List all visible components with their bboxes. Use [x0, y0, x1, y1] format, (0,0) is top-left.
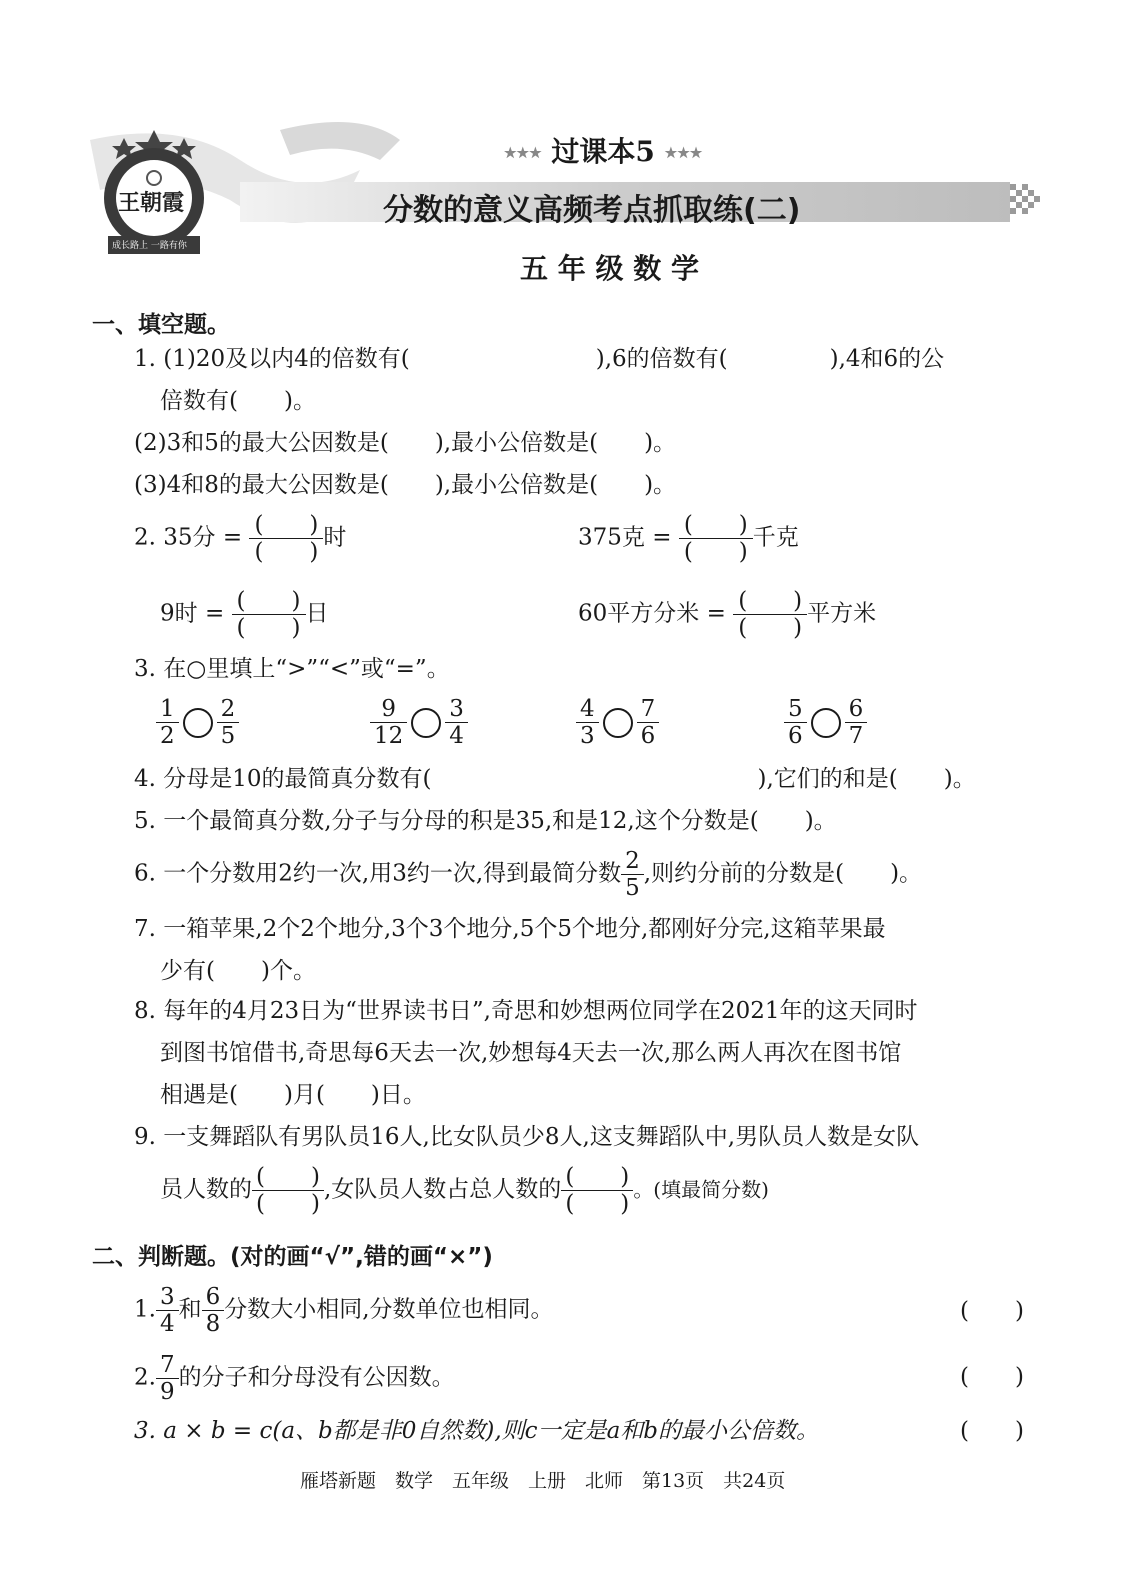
q3-frac-right: $\frac{2}{5}$	[217, 696, 240, 749]
q6-text-b: ,则约分前的分数是( )。	[643, 860, 923, 887]
q3-pair-1	[156, 696, 239, 749]
judge-1-answer[interactable]: ( )	[960, 1298, 1024, 1324]
q2-b-fraction: $\frac{( )}{( )}$	[679, 512, 753, 565]
judge-2	[134, 1352, 455, 1405]
q9-line1: 9. 一支舞蹈队有男队员16人,比女队员少8人,这支舞蹈队中,男队员人数是女队	[134, 1124, 920, 1150]
q2-c	[160, 588, 329, 641]
q2-a-unit: 时	[323, 524, 347, 551]
q2-a-label: 2. 35分 =	[134, 524, 243, 551]
stars-left-icon: ★★★	[504, 145, 542, 162]
q5: 5. 一个最简真分数,分子与分母的积是35,和是12,这个分数是( )。	[134, 808, 837, 834]
q3-frac-right: $\frac{3}{4}$	[445, 696, 468, 749]
q3-frac-left: $\frac{9}{12}$	[370, 696, 407, 749]
q2-b-unit: 千克	[752, 524, 799, 551]
judge-1-text: 分数大小相同,分数单位也相同。	[224, 1296, 554, 1323]
q9-line2	[160, 1164, 769, 1217]
q7-line1: 7. 一箱苹果,2个2个地分,3个3个地分,5个5个地分,都刚好分完,这箱苹果最	[134, 916, 886, 942]
compare-circle-icon[interactable]	[811, 708, 841, 738]
q2-c-fraction: $\frac{( )}{( )}$	[232, 588, 306, 641]
q2-d-unit: 平方米	[807, 600, 877, 627]
q3-pair-2	[370, 696, 468, 749]
judge-2-text: 的分子和分母没有公因数。	[178, 1364, 455, 1391]
q2-d-fraction: $\frac{( )}{( )}$	[733, 588, 807, 641]
q9-fraction-1: $\frac{( )}{( )}$	[252, 1164, 324, 1217]
lesson-tag-label: 过课本5	[551, 135, 655, 168]
q1-line1	[134, 344, 1040, 374]
q3-frac-left: $\frac{4}{3}$	[576, 696, 599, 749]
q1-text-c: ),4和6的公	[829, 346, 945, 372]
q1-part2: (2)3和5的最大公因数是( ),最小公倍数是( )。	[134, 430, 677, 456]
q9-text-b: ,女队员人数占总人数的	[324, 1176, 562, 1203]
header-ribbon-decoration	[60, 100, 1060, 260]
q2-d	[578, 588, 876, 641]
lesson-tag	[504, 130, 702, 170]
q8-line3: 相遇是( )月( )日。	[160, 1082, 426, 1108]
q8-line1: 8. 每年的4月23日为“世界读书日”,奇思和妙想两位同学在2021年的这天同时	[134, 998, 918, 1024]
q6	[134, 848, 922, 901]
judge-2-frac: $\frac{7}{9}$	[156, 1352, 179, 1405]
section2-title: 二、判断题。(对的画“√”,错的画“×”)	[92, 1244, 493, 1270]
q4-text-a: 4. 分母是10的最简真分数有(	[134, 766, 432, 792]
q3-frac-left: $\frac{5}{6}$	[784, 696, 807, 749]
compare-circle-icon[interactable]	[183, 708, 213, 738]
page-footer: 雁塔新题 数学 五年级 上册 北师 第13页 共24页	[300, 1470, 786, 1492]
logo-slogan: 成长路上 一路有你	[112, 241, 187, 251]
q3-frac-right: $\frac{7}{6}$	[637, 696, 660, 749]
q1-line2: 倍数有( )。	[160, 388, 316, 414]
q2-a-fraction: $\frac{( )}{( )}$	[249, 512, 323, 565]
stars-right-icon: ★★★	[664, 145, 703, 162]
q1-text-a: 1. (1)20及以内4的倍数有(	[134, 346, 410, 372]
q6-text-a: 6. 一个分数用2约一次,用3约一次,得到最简分数	[134, 860, 622, 887]
q4	[134, 764, 976, 794]
q2-c-unit: 日	[305, 600, 329, 627]
q1-text-b: ),6的倍数有(	[595, 346, 728, 372]
section1-title: 一、填空题。	[92, 312, 230, 338]
q3-frac-left: $\frac{1}{2}$	[156, 696, 179, 749]
q4-text-b: ),它们的和是( )。	[757, 766, 976, 792]
judge-1-frac-b: $\frac{6}{8}$	[202, 1284, 225, 1337]
q3-frac-right: $\frac{6}{7}$	[845, 696, 868, 749]
logo-text: 王朝霞	[118, 190, 185, 216]
q8-line2: 到图书馆借书,奇思每6天去一次,妙想每4天去一次,那么两人再次在图书馆	[160, 1040, 902, 1066]
q2-c-label: 9时 =	[160, 600, 225, 627]
q3-text: 3. 在○里填上“>”“<”或“=”。	[134, 656, 450, 682]
q2-d-label: 60平方分米 =	[578, 600, 726, 627]
q7-line2: 少有( )个。	[160, 958, 316, 984]
q9-text-a: 员人数的	[160, 1176, 252, 1203]
judge-1-number: 1.	[134, 1296, 156, 1323]
compare-circle-icon[interactable]	[603, 708, 633, 738]
page-subtitle: 五 年 级 数 学	[520, 252, 699, 285]
q2-b-label: 375克 =	[578, 524, 672, 551]
q9-fraction-2: $\frac{( )}{( )}$	[561, 1164, 633, 1217]
judge-1-frac-a: $\frac{3}{4}$	[156, 1284, 179, 1337]
judge-1-and: 和	[178, 1296, 202, 1323]
judge-1	[134, 1284, 554, 1337]
judge-2-number: 2.	[134, 1364, 156, 1391]
q3-pair-4	[784, 696, 867, 749]
q2-a	[134, 512, 346, 565]
judge-3: 3. a × b = c(a、b都是非0自然数),则c一定是a和b的最小公倍数。	[134, 1418, 820, 1444]
judge-3-answer[interactable]: ( )	[960, 1418, 1024, 1444]
q6-fraction: $\frac{2}{5}$	[621, 848, 644, 901]
page-title: 分数的意义高频考点抓取练(二)	[383, 193, 801, 228]
q9-text-c: 。(填最简分数)	[633, 1177, 769, 1202]
logo-seal	[98, 128, 210, 260]
q1-part3: (3)4和8的最大公因数是( ),最小公倍数是( )。	[134, 472, 677, 498]
q2-b	[578, 512, 799, 565]
compare-circle-icon[interactable]	[411, 708, 441, 738]
judge-2-answer[interactable]: ( )	[960, 1364, 1024, 1390]
q3-pair-3	[576, 696, 659, 749]
